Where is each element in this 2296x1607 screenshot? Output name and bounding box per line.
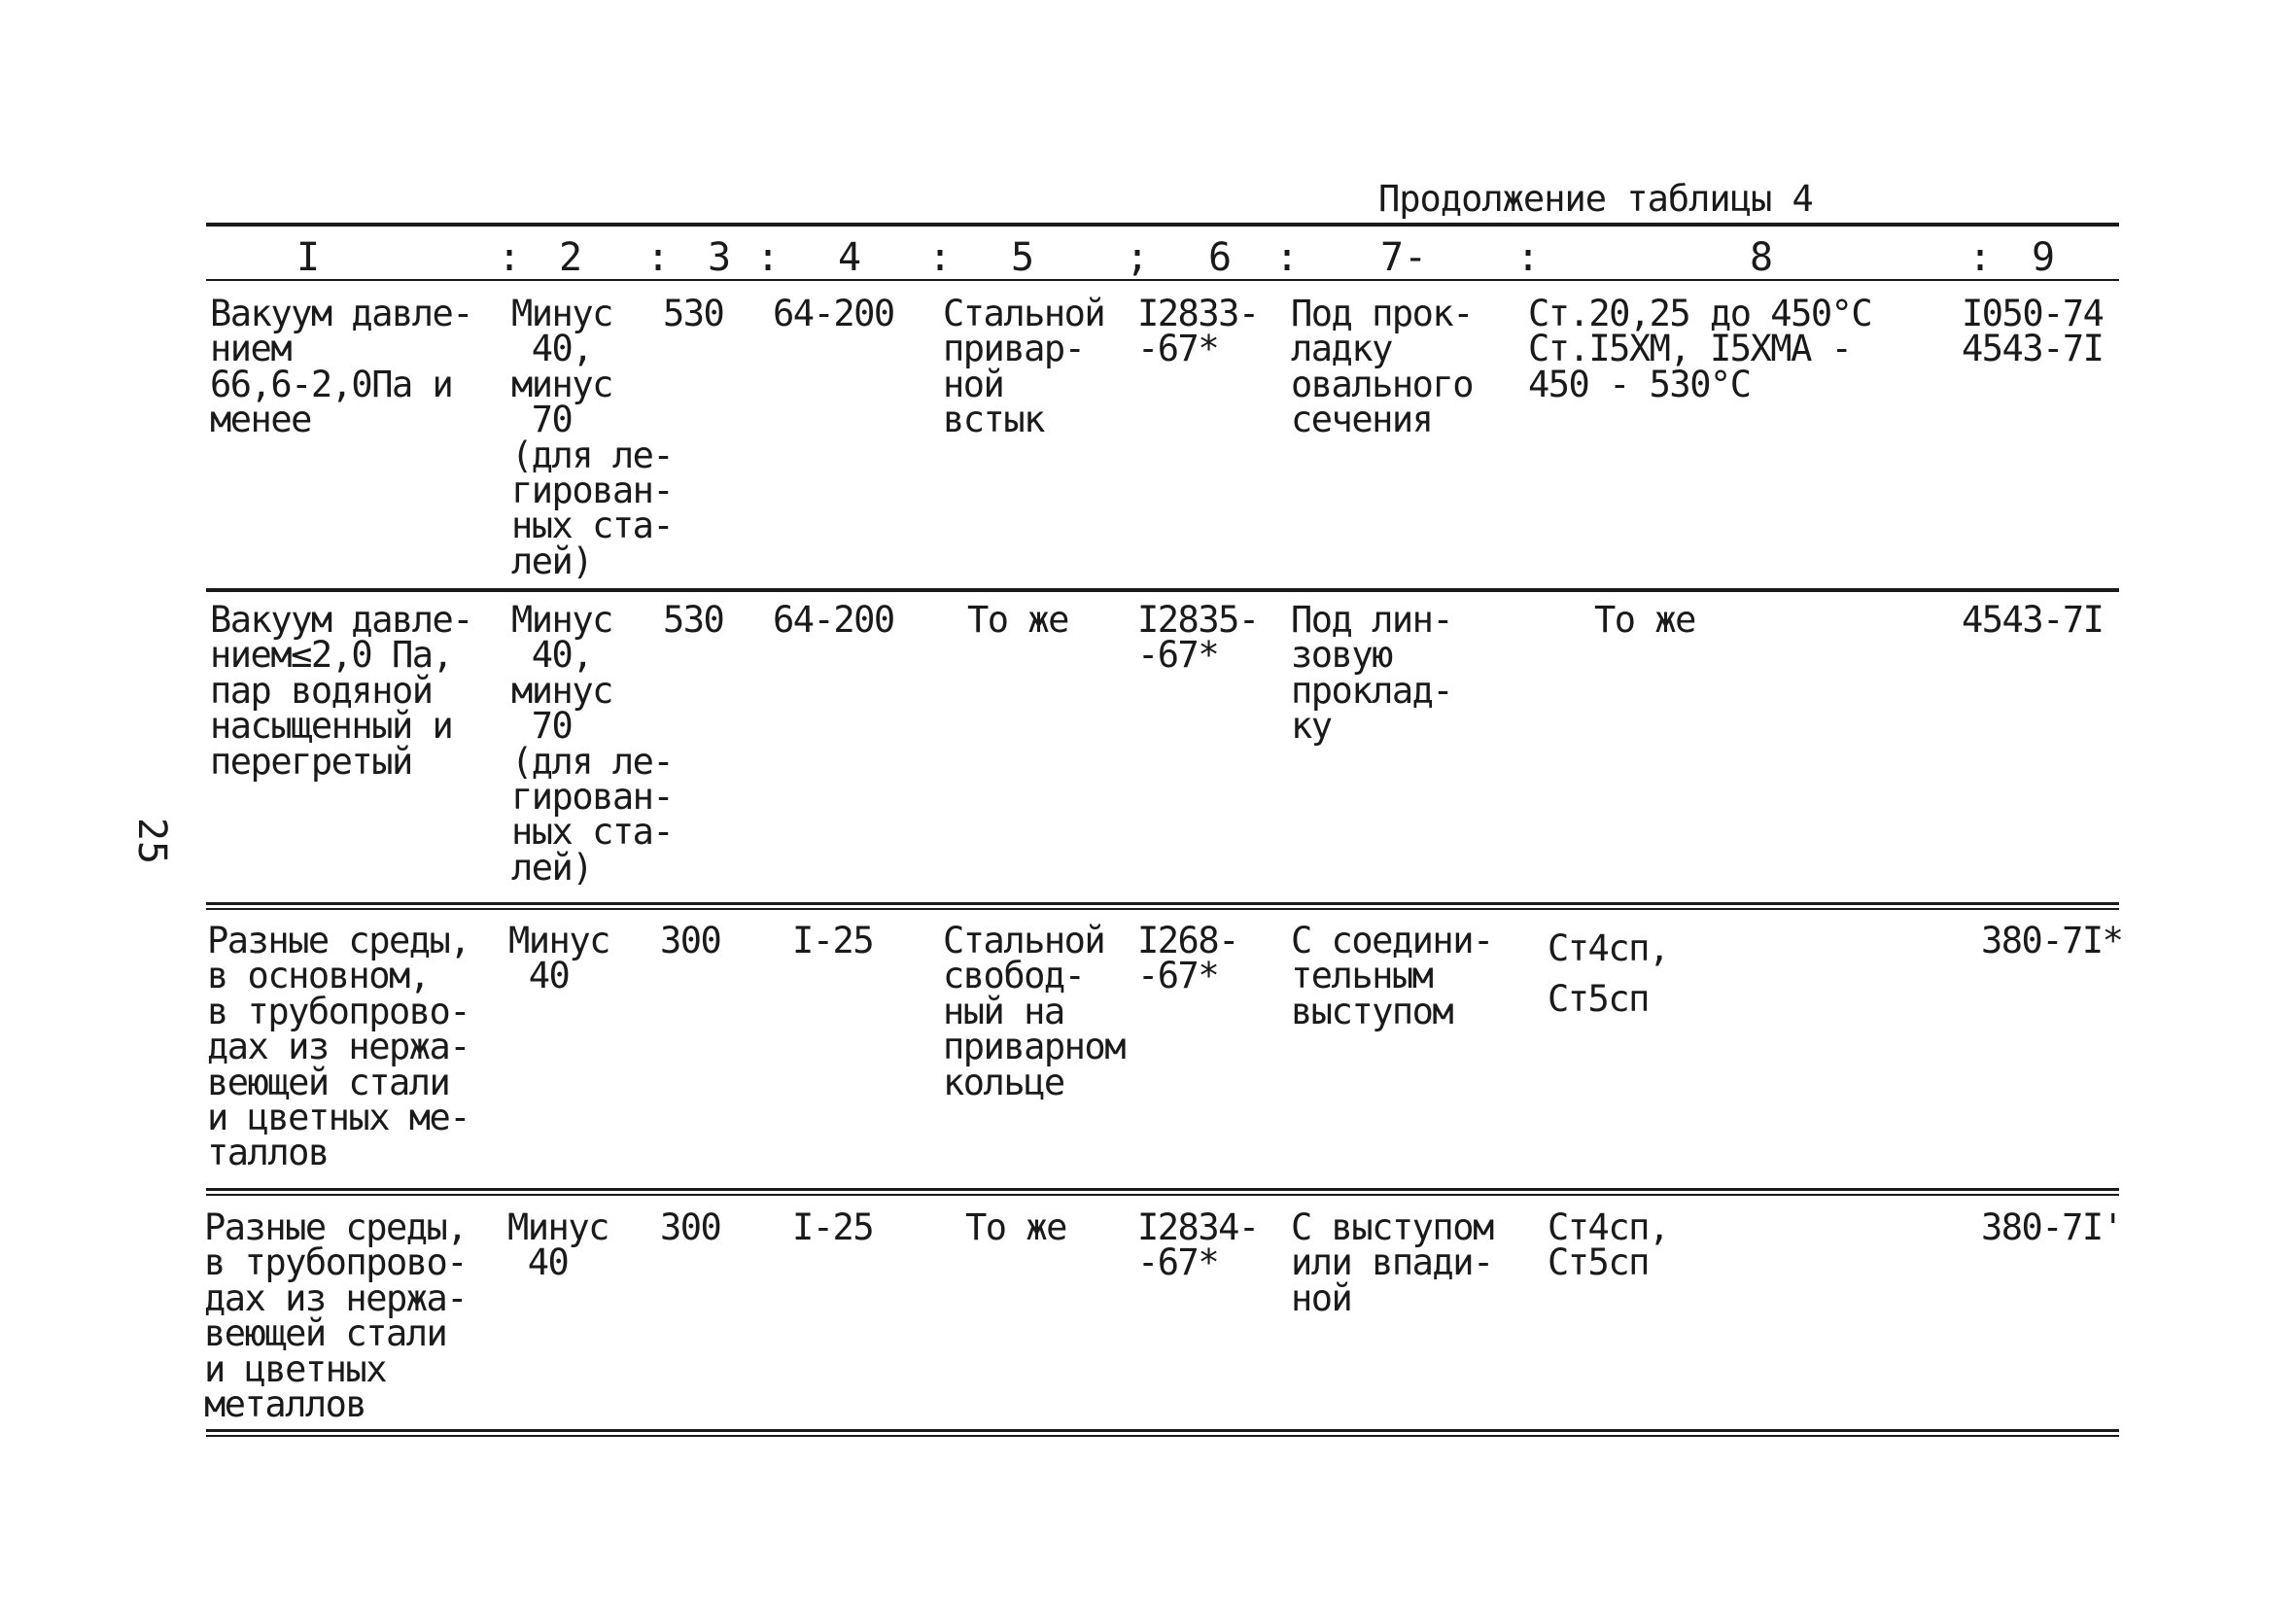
header-col-2: 2 <box>559 235 583 280</box>
column-separator: : <box>498 235 522 280</box>
cell-flange-type: Стальной привар- ной встык <box>943 293 1105 441</box>
column-separator: : <box>646 235 671 280</box>
cell-max-temperature: 530 <box>663 599 724 641</box>
column-separator: : <box>928 235 953 280</box>
cell-gost: I2833- -67* <box>1137 293 1259 370</box>
cell-material: Ст4сп, Ст5сп <box>1548 1206 1669 1284</box>
header-col-6: 6 <box>1208 235 1233 280</box>
cell-diameter: 64-200 <box>773 599 894 641</box>
cell-material: Ст4сп, Ст5сп <box>1548 927 1669 1020</box>
cell-sealing: С соедини- тельным выступом <box>1291 920 1493 1032</box>
cell-min-temperature: Минус 40, минус 70 (для ле- гирован- ных ста- лей) <box>511 599 674 889</box>
row-separator <box>206 1188 2119 1196</box>
cell-max-temperature: 300 <box>660 920 721 961</box>
cell-min-temperature: Минус 40 <box>508 920 609 997</box>
cell-flange-type: То же <box>967 599 1068 641</box>
cell-material: То же <box>1594 599 1695 641</box>
header-col-7: 7- <box>1380 235 1428 280</box>
cell-medium: Разные среды, в трубопрово- дах из нержа- веющей стали и цветных металлов <box>204 1206 468 1426</box>
table-bottom-rule <box>206 1429 2119 1437</box>
column-separator: ; <box>1126 235 1150 280</box>
cell-medium: Разные среды, в основном, в трубопрово- дах из нержа- веющей стали и цветных ме- таллов <box>207 920 470 1174</box>
row-separator <box>206 588 2119 592</box>
cell-medium: Вакуум давле- нием 66,6-2,0Па и менее <box>210 293 473 441</box>
cell-min-temperature: Минус 40, минус 70 (для ле- гирован- ных ста- лей) <box>511 293 674 582</box>
cell-standard: 4543-7I <box>1962 599 2104 641</box>
page-number: 25 <box>129 817 174 865</box>
cell-sealing: Под лин- зовую проклад- ку <box>1291 599 1453 748</box>
cell-diameter: 64-200 <box>773 293 894 334</box>
table-caption: Продолжение таблицы 4 <box>1378 178 1813 220</box>
cell-diameter: I-25 <box>792 1206 874 1248</box>
cell-sealing: Под прок- ладку овального сечения <box>1291 293 1473 441</box>
cell-standard: I050-74 4543-7I <box>1962 293 2104 370</box>
cell-max-temperature: 530 <box>663 293 724 334</box>
header-bottom-rule <box>206 279 2119 281</box>
header-col-5: 5 <box>1011 235 1035 280</box>
header-col-4: 4 <box>838 235 862 280</box>
cell-gost: I268- -67* <box>1137 920 1238 997</box>
cell-max-temperature: 300 <box>660 1206 721 1248</box>
header-top-rule <box>206 223 2119 227</box>
cell-medium: Вакуум давле- нием≤2,0 Па, пар водяной насыщенный и перегретый <box>210 599 473 783</box>
header-col-3: 3 <box>708 235 732 280</box>
cell-standard: 380-7I' <box>1981 1206 2123 1248</box>
cell-sealing: С выступом или впади- ной <box>1291 1206 1493 1319</box>
cell-material: Ст.20,25 до 450°С Ст.I5ХМ, I5ХМА - 450 - 530°С <box>1528 293 1872 405</box>
column-separator: : <box>1968 235 1993 280</box>
header-col-8: 8 <box>1750 235 1774 280</box>
cell-standard: 380-7I* <box>1981 920 2123 961</box>
column-separator: : <box>1516 235 1541 280</box>
cell-min-temperature: Минус 40 <box>507 1206 609 1284</box>
header-col-1: I <box>296 235 321 280</box>
cell-gost: I2835- -67* <box>1137 599 1259 677</box>
header-col-9: 9 <box>2032 235 2056 280</box>
column-separator: : <box>756 235 781 280</box>
cell-diameter: I-25 <box>792 920 874 961</box>
cell-gost: I2834- -67* <box>1137 1206 1259 1284</box>
cell-flange-type: То же <box>965 1206 1066 1248</box>
column-separator: : <box>1275 235 1300 280</box>
cell-flange-type: Стальной свобод- ный на приварном кольце <box>943 920 1125 1103</box>
row-separator <box>206 902 2119 910</box>
